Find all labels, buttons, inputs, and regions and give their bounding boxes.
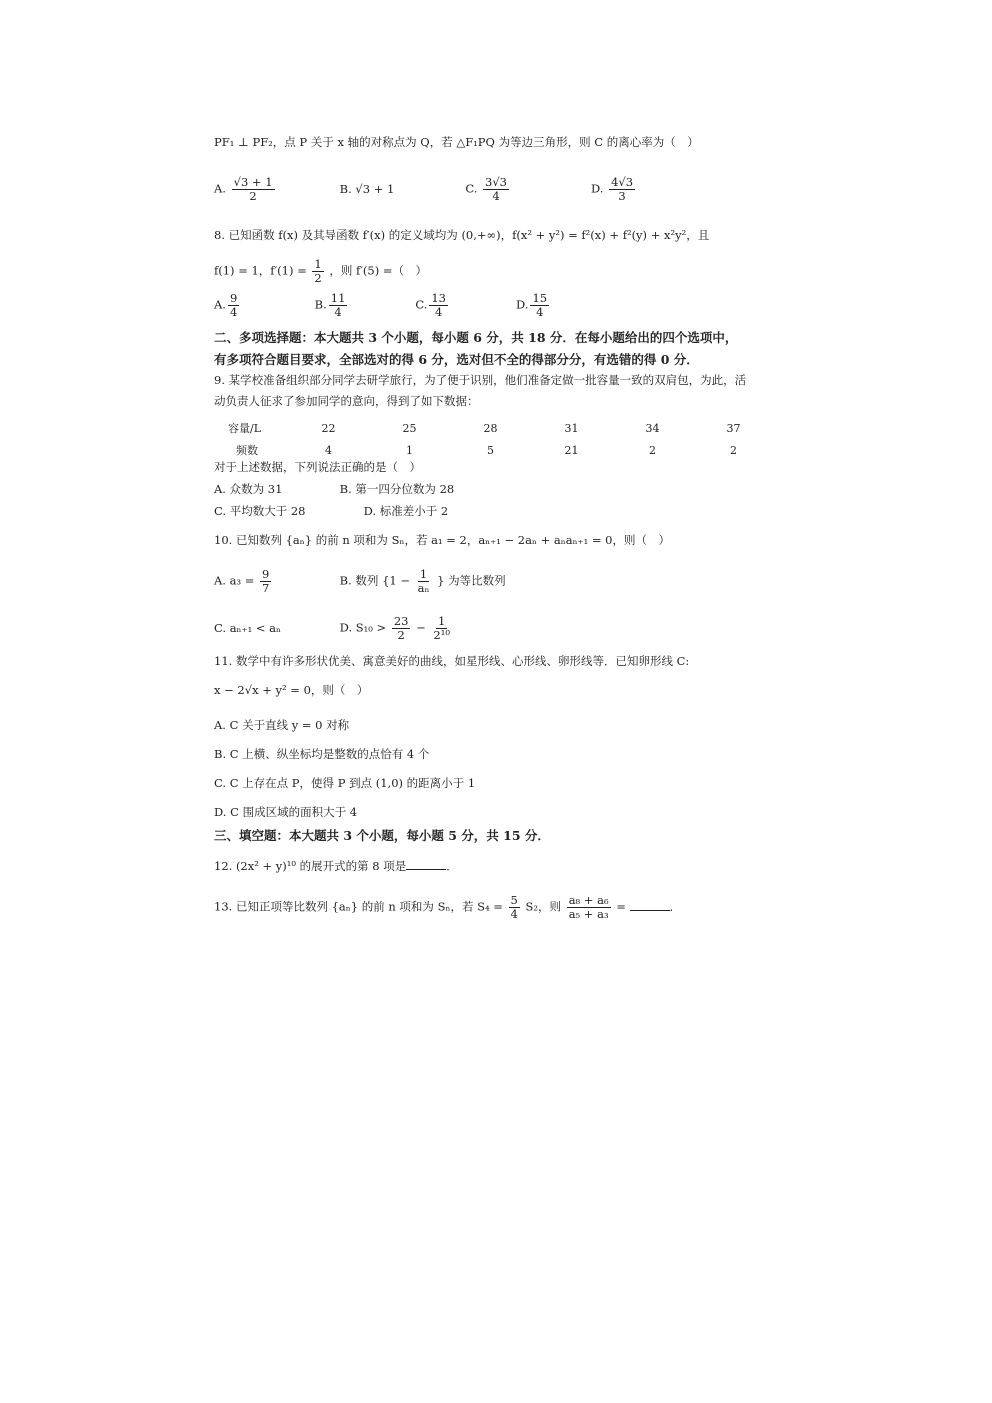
- answer-blank: [630, 900, 670, 911]
- table-cell: 2: [649, 443, 656, 457]
- q11-option-b: B. C 上横、纵坐标均是整数的点恰有 4 个: [214, 747, 430, 761]
- q9-option-d: D. 标准差小于 2: [363, 504, 449, 518]
- fraction-denominator: aₙ: [417, 581, 430, 596]
- q13-stem: [214, 894, 681, 921]
- table-cell: 28: [483, 421, 498, 435]
- fraction-numerator: a₈ + a₆: [568, 893, 609, 907]
- option-label: B.: [339, 181, 352, 196]
- table-cell: 31: [564, 421, 579, 435]
- q12-end: ．: [446, 859, 458, 873]
- q8-stem-line2: [214, 258, 427, 285]
- table-cell: 37: [726, 421, 741, 435]
- fraction-denominator: 2¹⁰: [433, 628, 450, 643]
- q10-options-row2: [214, 615, 454, 642]
- q10-stem: 10. 已知数列 {aₙ} 的前 n 项和为 Sₙ，若 a₁ = 2，aₙ₊₁ − 2aₙ + aₙaₙ₊₁ = 0，则（ ）: [214, 533, 670, 547]
- fraction-numerator: 4√3: [611, 175, 634, 189]
- q11-option-c: C. C 上存在点 P，使得 P 到点 (1,0) 的距离小于 1: [214, 776, 476, 790]
- q10-option-a: [214, 568, 336, 595]
- q13-text: S₂，则: [525, 899, 562, 914]
- q10-option-b: [340, 568, 506, 595]
- q8-stem-line1: 8. 已知函数 f(x) 及其导函数 f′(x) 的定义域均为 (0,+∞)，f(x² + y²) = f²(x) + f²(y) + x²y²，且: [214, 228, 710, 242]
- q9-stem-line1: 9. 某学校准备组织部分同学去研学旅行，为了便于识别，他们准备定做一批容量一致的双肩包，为此，活: [214, 373, 747, 387]
- q7-option-a: [214, 176, 336, 203]
- option-text: A. a₃ =: [214, 573, 255, 588]
- q9-options-row2: [214, 505, 448, 519]
- table-cell: 34: [645, 421, 660, 435]
- q10-option-c: C. aₙ₊₁ < aₙ: [214, 620, 281, 635]
- fraction-denominator: 2: [397, 628, 405, 643]
- q13-end: ．: [669, 899, 682, 914]
- q8-options: [214, 292, 551, 319]
- fraction-denominator: 4: [334, 305, 342, 320]
- fraction-denominator: 4: [435, 305, 443, 320]
- q7-option-d: [591, 176, 637, 203]
- fraction-numerator: 9: [229, 291, 238, 305]
- table-row: [228, 439, 774, 461]
- option-text: } 为等比数列: [437, 573, 506, 588]
- q10-option-d: [340, 615, 454, 642]
- q8-option-b: [315, 292, 412, 319]
- q9-data-table: [228, 417, 774, 461]
- table-cell: 频数: [236, 444, 258, 457]
- fraction-numerator: 3√3: [485, 175, 507, 189]
- fraction-denominator: 4: [492, 189, 500, 204]
- option-label: A.: [214, 181, 226, 196]
- fraction-numerator: 23: [393, 614, 409, 628]
- table-cell: 25: [402, 421, 417, 435]
- q9-stem-line2: 动负责人征求了参加同学的意向，得到了如下数据：: [214, 394, 479, 408]
- fraction-numerator: 9: [262, 567, 270, 581]
- fraction-numerator: 13: [431, 291, 446, 305]
- q8-option-a: [214, 292, 311, 319]
- table-cell: 容量/L: [228, 422, 262, 435]
- q7-option-b: [340, 183, 462, 197]
- q10-options-row1: [214, 568, 506, 595]
- table-cell: 21: [564, 443, 579, 457]
- option-text: −: [416, 620, 426, 635]
- fraction-denominator: a₅ + a₃: [568, 907, 609, 922]
- option-text: B. 数列 {1 −: [339, 573, 410, 588]
- fraction-denominator: 2: [249, 189, 257, 204]
- table-cell: 4: [325, 443, 332, 457]
- option-label: C.: [465, 181, 478, 196]
- table-cell: 5: [487, 443, 494, 457]
- q11-option-a: A. C 关于直线 y = 0 对称: [214, 718, 350, 732]
- table-header-row: [228, 417, 774, 439]
- section2-heading-line1: 二、多项选择题：本大题共 3 个小题，每小题 6 分，共 18 分．在每小题给出的四个选项中，: [214, 330, 738, 345]
- q8-option-c: [415, 292, 512, 319]
- fraction-denominator: 3: [618, 189, 626, 204]
- option-label: B.: [314, 297, 327, 312]
- q9-option-a: A. 众数为 31: [214, 482, 283, 496]
- table-cell: 2: [730, 443, 737, 457]
- option-label: C.: [415, 297, 428, 312]
- fraction-numerator: 11: [330, 291, 346, 305]
- q9-option-c: C. 平均数大于 28: [214, 504, 306, 518]
- fraction-numerator: 15: [532, 291, 548, 305]
- fraction-numerator: 1: [419, 567, 428, 581]
- table-cell: 1: [406, 443, 413, 457]
- q7-stem: PF₁ ⊥ PF₂，点 P 关于 x 轴的对称点为 Q，若 △F₁PQ 为等边三角形，则 C 的离心率为（ ）: [214, 135, 699, 149]
- option-text: √3 + 1: [355, 181, 395, 196]
- q9-option-b: B. 第一四分位数为 28: [339, 482, 455, 496]
- q11-stem-line2: x − 2√x + y² = 0，则（ ）: [214, 683, 369, 697]
- q11-stem-line1: 11. 数学中有许多形状优美、寓意美好的曲线，如星形线、心形线、卵形线等．已知卵形线 C:: [214, 654, 690, 668]
- option-label: D.: [590, 181, 604, 196]
- answer-blank: [406, 859, 446, 870]
- fraction-numerator: √3 + 1: [233, 175, 273, 189]
- q12-stem: [214, 859, 458, 874]
- option-label: D.: [515, 297, 529, 312]
- section2-heading-line2: 有多项符合题目要求，全部选对的得 6 分，选对但不全的得部分分，有选错的得 0 分．: [214, 352, 699, 367]
- table-cell: 22: [321, 421, 336, 435]
- q7-options: [214, 176, 637, 203]
- option-label: A.: [214, 297, 226, 312]
- q9-options-row1: [214, 483, 454, 497]
- q9-prompt: 对于上述数据，下列说法正确的是（ ）: [214, 460, 421, 474]
- option-text: D. S₁₀ >: [339, 620, 387, 635]
- q13-equals: =: [616, 899, 626, 914]
- section3-heading: 三、填空题：本大题共 3 个小题，每小题 5 分，共 15 分．: [214, 828, 550, 843]
- q8-text-a: f(1) = 1，f′(1) =: [214, 263, 307, 278]
- fraction-denominator: 4: [536, 305, 544, 320]
- q7-option-c: [465, 176, 587, 203]
- q12-text: 12. (2x² + y)¹⁰ 的展开式的第 8 项是: [214, 859, 407, 873]
- fraction-numerator: 1: [438, 614, 446, 628]
- fraction-denominator: 2: [314, 271, 322, 286]
- fraction-denominator: 4: [229, 305, 238, 320]
- q13-text: 13. 已知正项等比数列 {aₙ} 的前 n 项和为 Sₙ，若 S₄ =: [214, 899, 503, 914]
- fraction-numerator: 5: [510, 893, 518, 907]
- q8-text-b: ，则 f′(5) =（ ）: [329, 263, 428, 278]
- q8-option-d: [516, 292, 551, 319]
- fraction-numerator: 1: [314, 257, 322, 271]
- fraction-denominator: 4: [510, 907, 518, 922]
- q11-option-d: D. C 围成区域的面积大于 4: [214, 805, 358, 819]
- fraction-denominator: 7: [262, 581, 270, 596]
